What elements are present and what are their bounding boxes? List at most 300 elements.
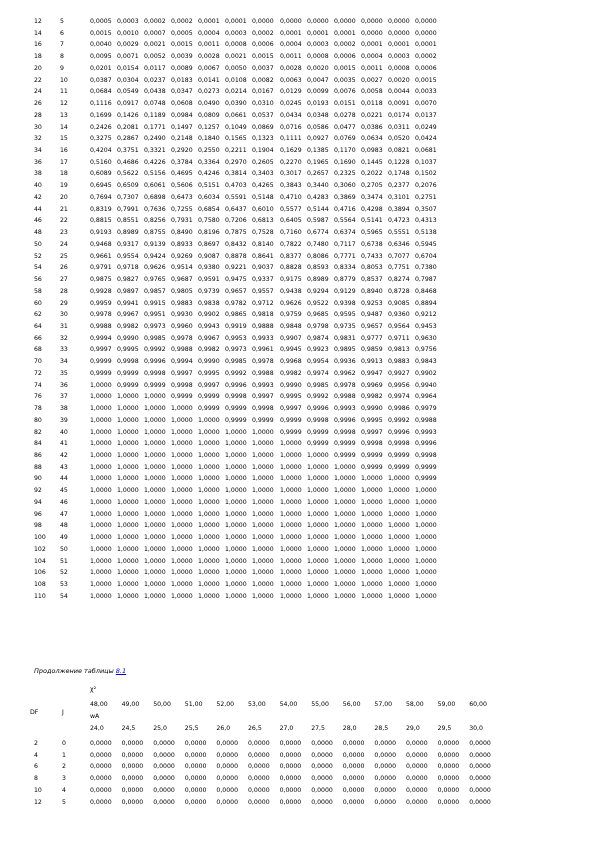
value-cell: 0,0006 xyxy=(334,53,356,61)
value-cell: 0,2270 xyxy=(280,158,302,166)
j-cell: 38 xyxy=(60,405,68,413)
value-cell: 0,0011 xyxy=(280,53,302,61)
value-cell: 0,9630 xyxy=(415,334,437,342)
j-cell: 5 xyxy=(62,798,66,806)
value-cell: 0,1497 xyxy=(171,123,193,131)
df-cell: 56 xyxy=(34,276,42,284)
df-cell: 58 xyxy=(34,287,42,295)
table-row xyxy=(0,439,595,448)
value-cell: 0,0000 xyxy=(279,751,302,759)
value-cell: 0,9139 xyxy=(144,240,166,248)
value-cell: 1,0000 xyxy=(280,569,302,577)
value-cell: 1,0000 xyxy=(90,534,112,542)
value-cell: 1,0000 xyxy=(117,569,139,577)
value-cell: 0,9129 xyxy=(334,287,356,295)
value-cell: 1,0000 xyxy=(334,498,356,506)
value-cell: 1,0000 xyxy=(415,581,437,589)
value-cell: 0,0000 xyxy=(406,786,428,794)
value-cell: 1,0000 xyxy=(361,557,383,565)
value-cell: 0,0015 xyxy=(171,41,193,49)
value-cell: 0,0151 xyxy=(334,100,356,108)
df-cell: 6 xyxy=(34,763,38,771)
value-cell: 0,9626 xyxy=(144,264,166,272)
value-cell: 0,0000 xyxy=(361,18,383,25)
value-cell: 0,0000 xyxy=(280,18,302,25)
value-cell: 0,0000 xyxy=(307,18,329,25)
value-cell: 0,6346 xyxy=(388,240,410,248)
value-cell: 1,0000 xyxy=(225,463,247,471)
df-cell: 24 xyxy=(34,88,42,96)
value-cell: 1,0000 xyxy=(117,440,139,448)
value-cell: 1,0000 xyxy=(307,557,329,565)
value-cell: 1,0000 xyxy=(307,545,329,553)
value-cell: 1,0000 xyxy=(415,534,437,542)
value-cell: 0,9960 xyxy=(171,322,193,330)
value-cell: 0,9999 xyxy=(90,358,112,366)
table-row xyxy=(0,169,595,178)
value-cell: 1,0000 xyxy=(144,592,166,600)
value-cell: 0,4716 xyxy=(334,205,356,213)
value-cell: 0,8779 xyxy=(334,276,356,284)
value-cell: 0,1445 xyxy=(361,158,383,166)
value-cell: 1,0000 xyxy=(361,510,383,518)
value-cell: 0,5144 xyxy=(307,205,329,213)
value-cell: 0,0000 xyxy=(248,798,270,806)
value-cell: 0,9875 xyxy=(90,276,112,284)
j-cell: 30 xyxy=(60,311,68,319)
value-cell: 0,7987 xyxy=(415,276,437,284)
value-cell: 0,3060 xyxy=(334,182,356,190)
value-cell: 1,0000 xyxy=(198,569,220,577)
value-cell: 0,0000 xyxy=(184,798,207,806)
value-cell: 0,0000 xyxy=(406,740,428,747)
value-cell: 1,0000 xyxy=(334,534,356,542)
value-cell: 0,9982 xyxy=(361,393,383,401)
value-cell: 0,9969 xyxy=(361,381,383,389)
value-cell: 0,0438 xyxy=(144,88,166,96)
value-cell: 0,0927 xyxy=(307,135,329,143)
j-cell: 29 xyxy=(60,299,68,307)
value-cell: 0,0716 xyxy=(280,123,302,131)
value-cell: 0,6374 xyxy=(334,229,356,237)
value-cell: 0,0000 xyxy=(342,798,365,806)
value-cell: 0,2751 xyxy=(415,193,437,201)
df-cell: 28 xyxy=(34,111,42,119)
value-cell: 0,0004 xyxy=(361,53,383,61)
value-cell: 0,9805 xyxy=(171,287,193,295)
df-cell: 110 xyxy=(34,592,46,600)
value-cell: 0,2970 xyxy=(225,158,247,166)
wa-label: wA xyxy=(90,713,100,720)
value-cell: 1,0000 xyxy=(225,498,247,506)
value-cell: 0,0000 xyxy=(153,786,175,794)
value-cell: 0,0549 xyxy=(117,88,139,96)
value-cell: 0,0004 xyxy=(198,29,220,37)
value-cell: 0,0044 xyxy=(388,88,410,96)
value-cell: 0,9685 xyxy=(307,311,329,319)
table-reference-link[interactable]: 8.1 xyxy=(115,667,127,675)
value-cell: 0,0000 xyxy=(311,763,333,771)
value-cell: 0,8989 xyxy=(307,276,329,284)
value-cell: 0,0167 xyxy=(252,88,274,96)
value-cell: 0,7694 xyxy=(90,193,112,201)
value-cell: 0,1116 xyxy=(90,100,112,108)
value-cell: 0,7991 xyxy=(117,205,139,213)
value-cell: 0,8989 xyxy=(117,229,139,237)
value-cell: 0,9777 xyxy=(361,334,383,342)
value-cell: 1,0000 xyxy=(198,522,220,530)
value-cell: 0,1037 xyxy=(415,158,437,166)
value-cell: 0,8319 xyxy=(90,205,112,213)
chi-square-value-header: 57,00 xyxy=(374,701,393,708)
value-cell: 0,9999 xyxy=(144,381,166,389)
value-cell: 0,8755 xyxy=(144,229,166,237)
chi-square-value-header: 58,00 xyxy=(406,701,424,708)
value-cell: 1,0000 xyxy=(117,592,139,600)
value-cell: 0,0386 xyxy=(361,123,383,131)
value-cell: 0,3017 xyxy=(280,170,302,178)
value-cell: 0,0000 xyxy=(216,751,239,759)
table-row xyxy=(0,193,595,202)
value-cell: 1,0000 xyxy=(171,534,193,542)
value-cell: 0,9591 xyxy=(198,276,220,284)
value-cell: 0,1965 xyxy=(307,158,329,166)
value-cell: 0,9998 xyxy=(361,440,383,448)
value-cell: 0,9759 xyxy=(280,311,302,319)
value-cell: 1,0000 xyxy=(90,510,112,518)
value-cell: 1,0000 xyxy=(334,581,356,589)
value-cell: 0,5564 xyxy=(334,217,356,225)
df-cell: 12 xyxy=(34,18,42,25)
value-cell: 0,9998 xyxy=(334,428,356,436)
value-cell: 0,0174 xyxy=(388,111,410,119)
value-cell: 0,0304 xyxy=(117,76,139,84)
value-cell: 0,0002 xyxy=(334,41,356,49)
value-cell: 0,0000 xyxy=(388,29,410,37)
value-cell: 0,9453 xyxy=(415,322,437,330)
value-cell: 0,0040 xyxy=(90,41,112,49)
value-cell: 1,0000 xyxy=(144,428,166,436)
chi-square-value-header: 56,00 xyxy=(342,701,361,708)
df-cell: 30 xyxy=(34,123,42,131)
value-cell: 0,3843 xyxy=(280,182,302,190)
table-row xyxy=(0,416,595,425)
value-cell: 0,3275 xyxy=(90,135,112,143)
value-cell: 0,9973 xyxy=(225,346,247,354)
value-cell: 0,0021 xyxy=(144,41,166,49)
value-cell: 1,0000 xyxy=(117,510,139,518)
value-cell: 0,0000 xyxy=(406,763,428,771)
value-cell: 0,5965 xyxy=(361,229,383,237)
table-row xyxy=(0,87,595,96)
value-cell: 0,9997 xyxy=(171,369,193,377)
value-cell: 0,0000 xyxy=(184,763,207,771)
j-cell: 12 xyxy=(60,100,68,108)
value-cell: 1,0000 xyxy=(144,569,166,577)
value-cell: 0,9595 xyxy=(334,311,356,319)
value-cell: 1,0000 xyxy=(90,405,112,413)
value-cell: 0,5945 xyxy=(415,240,437,248)
value-cell: 0,9514 xyxy=(171,264,193,272)
value-cell: 0,5138 xyxy=(415,229,437,237)
value-cell: 0,1699 xyxy=(90,111,112,119)
value-cell: 0,6010 xyxy=(252,205,274,213)
value-cell: 0,9953 xyxy=(225,334,247,342)
value-cell: 0,8878 xyxy=(225,252,247,260)
value-cell: 0,9959 xyxy=(90,299,112,307)
value-cell: 0,5606 xyxy=(171,182,193,190)
j-cell: 1 xyxy=(62,751,66,759)
value-cell: 0,0000 xyxy=(437,786,460,794)
value-cell: 0,0000 xyxy=(311,740,333,747)
value-cell: 0,8140 xyxy=(252,240,274,248)
value-cell: 0,5156 xyxy=(144,170,166,178)
value-cell: 0,8256 xyxy=(144,217,166,225)
value-cell: 0,9941 xyxy=(117,299,139,307)
value-cell: 1,0000 xyxy=(252,452,274,459)
table-row xyxy=(0,263,595,272)
df-cell: 26 xyxy=(34,100,42,108)
value-cell: 1,0000 xyxy=(198,440,220,448)
value-cell: 0,9998 xyxy=(225,393,247,401)
value-cell: 0,9940 xyxy=(415,381,437,389)
value-cell: 1,0000 xyxy=(252,463,274,471)
value-cell: 0,9997 xyxy=(198,381,220,389)
value-cell: 0,0001 xyxy=(334,29,356,37)
table-row xyxy=(0,510,595,519)
value-cell: 0,8828 xyxy=(280,264,302,272)
value-cell: 0,0000 xyxy=(469,786,491,794)
value-cell: 0,9915 xyxy=(144,299,166,307)
value-cell: 1,0000 xyxy=(171,405,193,413)
value-cell: 1,0000 xyxy=(144,405,166,413)
j-cell: 25 xyxy=(60,252,68,260)
value-cell: 1,0000 xyxy=(280,487,302,495)
value-cell: 0,1565 xyxy=(225,135,247,143)
value-cell: 0,7636 xyxy=(144,205,166,213)
value-cell: 0,9919 xyxy=(225,322,247,330)
value-cell: 0,0000 xyxy=(437,751,460,759)
value-cell: 1,0000 xyxy=(280,522,302,530)
value-cell: 0,1748 xyxy=(388,170,410,178)
value-cell: 0,0000 xyxy=(184,740,207,747)
j-cell: 18 xyxy=(60,170,68,178)
df-cell: 94 xyxy=(34,498,42,506)
df-cell: 86 xyxy=(34,452,42,459)
value-cell: 1,0000 xyxy=(280,452,302,459)
value-cell: 1,0000 xyxy=(90,463,112,471)
table-row xyxy=(0,287,595,296)
value-cell: 0,0245 xyxy=(280,100,302,108)
value-cell: 0,9967 xyxy=(198,334,220,342)
value-cell: 0,7931 xyxy=(171,217,193,225)
value-cell: 0,9221 xyxy=(225,264,247,272)
value-cell: 0,0076 xyxy=(334,88,356,96)
value-cell: 0,1228 xyxy=(388,158,410,166)
value-cell: 1,0000 xyxy=(198,592,220,600)
value-cell: 0,9997 xyxy=(280,405,302,413)
value-cell: 0,4686 xyxy=(117,158,139,166)
value-cell: 1,0000 xyxy=(90,475,112,483)
table-row xyxy=(0,498,595,507)
value-cell: 0,9468 xyxy=(90,240,112,248)
value-cell: 0,0387 xyxy=(90,76,112,84)
value-cell: 1,0000 xyxy=(415,487,437,495)
value-cell: 1,0000 xyxy=(307,569,329,577)
table-row xyxy=(0,545,595,554)
j-cell: 37 xyxy=(60,393,68,401)
value-cell: 0,0917 xyxy=(117,100,139,108)
value-cell: 1,0000 xyxy=(334,592,356,600)
value-cell: 0,9998 xyxy=(171,381,193,389)
value-cell: 0,6774 xyxy=(307,229,329,237)
j-cell: 41 xyxy=(60,440,68,448)
table-row xyxy=(0,739,595,748)
value-cell: 0,0214 xyxy=(225,88,247,96)
value-cell: 1,0000 xyxy=(280,498,302,506)
value-cell: 0,2076 xyxy=(415,182,437,190)
value-cell: 0,8053 xyxy=(361,264,383,272)
value-cell: 0,3507 xyxy=(415,205,437,213)
value-cell: 0,9999 xyxy=(307,428,329,436)
value-cell: 0,5141 xyxy=(361,217,383,225)
value-cell: 0,9996 xyxy=(388,428,410,436)
value-cell: 1,0000 xyxy=(90,592,112,600)
value-cell: 0,9999 xyxy=(252,416,274,424)
value-cell: 1,0000 xyxy=(388,475,410,483)
value-cell: 1,0000 xyxy=(117,463,139,471)
value-cell: 1,0000 xyxy=(198,452,220,459)
value-cell: 0,9992 xyxy=(307,393,329,401)
wa-value-header: 25,5 xyxy=(184,725,199,732)
value-cell: 0,9193 xyxy=(90,229,112,237)
value-cell: 0,0000 xyxy=(437,798,460,806)
value-cell: 1,0000 xyxy=(117,487,139,495)
df-cell: 32 xyxy=(34,135,42,143)
value-cell: 0,9945 xyxy=(280,346,302,354)
value-cell: 0,0000 xyxy=(334,18,356,25)
value-cell: 0,0193 xyxy=(307,100,329,108)
value-cell: 0,0869 xyxy=(252,123,274,131)
value-cell: 0,0015 xyxy=(415,76,437,84)
df-cell: 16 xyxy=(34,41,42,49)
value-cell: 0,9294 xyxy=(307,287,329,295)
value-cell: 0,8196 xyxy=(198,229,220,237)
value-cell: 0,9626 xyxy=(280,299,302,307)
value-cell: 1,0000 xyxy=(117,534,139,542)
value-cell: 0,1385 xyxy=(307,147,329,155)
j-cell: 22 xyxy=(60,217,68,225)
value-cell: 0,9782 xyxy=(225,299,247,307)
value-cell: 0,9951 xyxy=(144,311,166,319)
df-cell: 10 xyxy=(34,786,42,794)
value-cell: 0,9087 xyxy=(198,252,220,260)
value-cell: 0,9765 xyxy=(144,276,166,284)
value-cell: 0,9843 xyxy=(415,358,437,366)
value-cell: 0,0002 xyxy=(415,53,437,61)
value-cell: 1,0000 xyxy=(117,522,139,530)
j-cell: 23 xyxy=(60,229,68,237)
j-cell: 15 xyxy=(60,135,68,143)
value-cell: 1,0000 xyxy=(171,428,193,436)
j-cell: 21 xyxy=(60,205,68,213)
wa-value-header: 30,0 xyxy=(469,725,483,732)
value-cell: 0,3751 xyxy=(117,147,139,155)
value-cell: 0,9554 xyxy=(117,252,139,260)
df-cell: 66 xyxy=(34,334,42,342)
value-cell: 0,0821 xyxy=(388,147,410,155)
value-cell: 0,2867 xyxy=(117,135,139,143)
value-cell: 0,0000 xyxy=(415,18,437,25)
value-cell: 0,1257 xyxy=(198,123,220,131)
value-cell: 0,9999 xyxy=(225,416,247,424)
value-cell: 0,0000 xyxy=(388,18,410,25)
value-cell: 1,0000 xyxy=(334,569,356,577)
df-cell: 80 xyxy=(34,416,42,424)
j-cell: 40 xyxy=(60,428,68,436)
value-cell: 1,0000 xyxy=(171,569,193,577)
value-cell: 0,7875 xyxy=(225,229,247,237)
value-cell: 1,0000 xyxy=(171,498,193,506)
df-cell: 96 xyxy=(34,510,42,518)
value-cell: 1,0000 xyxy=(388,592,410,600)
value-cell: 1,0000 xyxy=(117,557,139,565)
df-cell: 54 xyxy=(34,264,42,272)
value-cell: 0,8086 xyxy=(307,252,329,260)
value-cell: 0,0033 xyxy=(415,88,437,96)
value-cell: 0,5591 xyxy=(225,193,247,201)
df-cell: 52 xyxy=(34,252,42,260)
value-cell: 0,9979 xyxy=(415,405,437,413)
chi-square-value-header: 49,00 xyxy=(121,701,140,708)
value-cell: 0,0000 xyxy=(342,763,365,771)
value-cell: 0,0118 xyxy=(361,100,383,108)
df-cell: 2 xyxy=(34,740,38,747)
chi-square-value-header: 51,00 xyxy=(184,701,203,708)
value-cell: 0,9962 xyxy=(334,369,356,377)
value-cell: 0,1170 xyxy=(334,147,356,155)
value-cell: 0,9999 xyxy=(415,475,437,483)
value-cell: 0,9978 xyxy=(252,358,274,366)
value-cell: 0,0003 xyxy=(388,53,410,61)
value-cell: 1,0000 xyxy=(90,428,112,436)
df-cell: 36 xyxy=(34,158,42,166)
j-cell: 8 xyxy=(60,53,64,61)
value-cell: 1,0000 xyxy=(90,522,112,530)
value-cell: 1,0000 xyxy=(171,416,193,424)
value-cell: 0,0201 xyxy=(90,64,112,72)
value-cell: 0,0006 xyxy=(252,41,274,49)
value-cell: 1,0000 xyxy=(307,475,329,483)
value-cell: 0,9999 xyxy=(117,381,139,389)
value-cell: 0,0000 xyxy=(469,763,491,771)
j-cell: 5 xyxy=(60,18,64,25)
j-cell: 9 xyxy=(60,64,64,72)
j-cell: 27 xyxy=(60,276,68,284)
value-cell: 1,0000 xyxy=(171,592,193,600)
value-cell: 1,0000 xyxy=(117,581,139,589)
j-cell: 32 xyxy=(60,334,68,342)
value-cell: 0,0052 xyxy=(144,53,166,61)
table-row xyxy=(0,786,595,795)
table-row xyxy=(0,451,595,460)
value-cell: 0,0000 xyxy=(342,751,365,759)
table-row xyxy=(0,111,595,120)
table-row xyxy=(0,123,595,132)
df-cell: 8 xyxy=(34,775,38,783)
value-cell: 0,0000 xyxy=(361,29,383,37)
value-cell: 1,0000 xyxy=(307,522,329,530)
